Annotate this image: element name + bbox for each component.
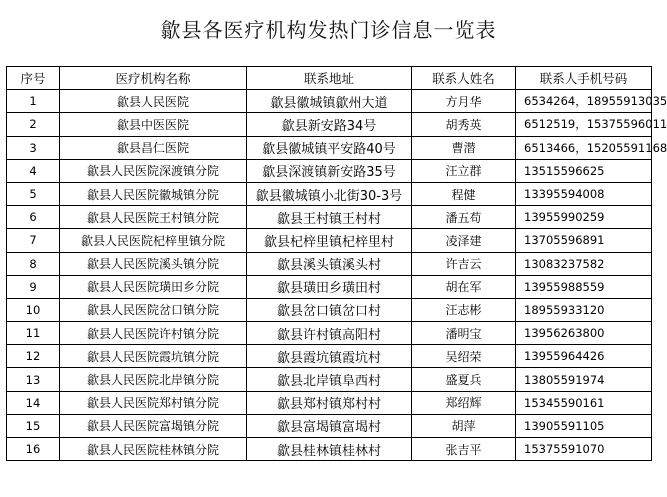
cell-contact: 凌泽建: [412, 229, 516, 252]
cell-index: 16: [7, 438, 60, 461]
cell-address: 歙县霞坑镇霞坑村: [247, 345, 412, 368]
cell-index: 15: [7, 414, 60, 437]
cell-contact: 胡秀英: [412, 113, 516, 136]
cell-name: 歙县人民医院许村镇分院: [60, 322, 247, 345]
cell-contact: 汪立群: [412, 159, 516, 182]
table-header-row: [7, 67, 652, 90]
cell-phone: 13515596625: [516, 159, 652, 182]
cell-name: 歙县昌仁医院: [60, 136, 247, 159]
cell-phone: 13805591974: [516, 368, 652, 391]
cell-address: 歙县桂林镇桂林村: [247, 438, 412, 461]
cell-index: 3: [7, 136, 60, 159]
cell-phone: 13083237582: [516, 252, 652, 275]
cell-name: 歙县人民医院桂林镇分院: [60, 438, 247, 461]
table-row: [7, 322, 652, 345]
cell-name: 歙县人民医院霞坑镇分院: [60, 345, 247, 368]
table-row: [7, 229, 652, 252]
cell-phone: 13705596891: [516, 229, 652, 252]
cell-address: 歙县深渡镇新安路35号: [247, 159, 412, 182]
cell-name: 歙县人民医院溪头镇分院: [60, 252, 247, 275]
cell-index: 7: [7, 229, 60, 252]
cell-name: 歙县人民医院深渡镇分院: [60, 159, 247, 182]
cell-name: 歙县人民医院璜田乡分院: [60, 275, 247, 298]
cell-contact: 胡萍: [412, 414, 516, 437]
cell-address: 歙县徽城镇歙州大道: [247, 90, 412, 113]
cell-address: 歙县许村镇高阳村: [247, 322, 412, 345]
cell-index: 4: [7, 159, 60, 182]
cell-address: 歙县王村镇王村村: [247, 206, 412, 229]
cell-name: 歙县人民医院郑村镇分院: [60, 391, 247, 414]
cell-index: 5: [7, 182, 60, 205]
table-row: [7, 159, 652, 182]
cell-contact: 盛夏兵: [412, 368, 516, 391]
table-row: [7, 345, 652, 368]
cell-name: 歙县中医医院: [60, 113, 247, 136]
cell-index: 11: [7, 322, 60, 345]
cell-phone: 13955990259: [516, 206, 652, 229]
cell-phone: 13955988559: [516, 275, 652, 298]
cell-phone: 13905591105: [516, 414, 652, 437]
cell-index: 6: [7, 206, 60, 229]
header-name: 医疗机构名称: [60, 67, 247, 90]
cell-contact: 潘明宝: [412, 322, 516, 345]
cell-index: 12: [7, 345, 60, 368]
table-row: [7, 182, 652, 205]
cell-name: 歙县人民医院岔口镇分院: [60, 298, 247, 321]
cell-address: 歙县徽城镇小北街30-3号: [247, 182, 412, 205]
clinic-table: [6, 66, 667, 461]
table-row: [7, 414, 652, 437]
cell-contact: 方月华: [412, 90, 516, 113]
table-row: [7, 90, 652, 113]
cell-name: 歙县人民医院富堨镇分院: [60, 414, 247, 437]
table-row: [7, 113, 652, 136]
cell-address: 歙县郑村镇郑村村: [247, 391, 412, 414]
header-address: 联系地址: [247, 67, 412, 90]
cell-address: 歙县璜田乡璜田村: [247, 275, 412, 298]
cell-index: 8: [7, 252, 60, 275]
cell-index: 13: [7, 368, 60, 391]
cell-address: 歙县杞梓里镇杞梓里村: [247, 229, 412, 252]
cell-name: 歙县人民医院王村镇分院: [60, 206, 247, 229]
cell-index: 14: [7, 391, 60, 414]
table-row: [7, 368, 652, 391]
cell-address: 歙县富堨镇富堨村: [247, 414, 412, 437]
table-row: [7, 275, 652, 298]
cell-contact: 胡在军: [412, 275, 516, 298]
cell-index: 10: [7, 298, 60, 321]
cell-phone: 13395594008: [516, 182, 652, 205]
cell-name: 歙县人民医院: [60, 90, 247, 113]
header-index: 序号: [7, 67, 60, 90]
cell-name: 歙县人民医院杞梓里镇分院: [60, 229, 247, 252]
cell-phone: 18955933120: [516, 298, 652, 321]
cell-address: 歙县岔口镇岔口村: [247, 298, 412, 321]
header-contact: 联系人姓名: [412, 67, 516, 90]
table-row: [7, 298, 652, 321]
table-row: [7, 136, 652, 159]
table-body: [7, 90, 667, 461]
cell-phone: 6534264，18955913035: [516, 90, 652, 113]
cell-contact: 吴绍荣: [412, 345, 516, 368]
cell-address: 歙县徽城镇平安路40号: [247, 136, 412, 159]
cell-phone: 15375591070: [516, 438, 652, 461]
header-phone: 联系人手机号码: [516, 67, 652, 90]
cell-contact: 许吉云: [412, 252, 516, 275]
cell-contact: 潘五苟: [412, 206, 516, 229]
cell-index: 2: [7, 113, 60, 136]
cell-contact: 郑绍辉: [412, 391, 516, 414]
table-row: [7, 438, 652, 461]
cell-contact: 汪志彬: [412, 298, 516, 321]
cell-index: 1: [7, 90, 60, 113]
table-row: [7, 206, 652, 229]
cell-phone: 13956263800: [516, 322, 652, 345]
cell-name: 歙县人民医院北岸镇分院: [60, 368, 247, 391]
cell-address: 歙县溪头镇溪头村: [247, 252, 412, 275]
cell-contact: 张吉平: [412, 438, 516, 461]
table-row: [7, 391, 652, 414]
cell-address: 歙县北岸镇阜西村: [247, 368, 412, 391]
cell-address: 歙县新安路34号: [247, 113, 412, 136]
cell-contact: 程健: [412, 182, 516, 205]
page-title: 歙县各医疗机构发热门诊信息一览表: [160, 18, 497, 42]
cell-index: 9: [7, 275, 60, 298]
cell-contact: 曹潜: [412, 136, 516, 159]
cell-phone: 15345590161: [516, 391, 652, 414]
cell-phone: 6512519，15375596011: [516, 113, 652, 136]
cell-phone: 6513466，15205591168: [516, 136, 652, 159]
cell-phone: 13955964426: [516, 345, 652, 368]
table-row: [7, 252, 652, 275]
cell-name: 歙县人民医院徽城镇分院: [60, 182, 247, 205]
